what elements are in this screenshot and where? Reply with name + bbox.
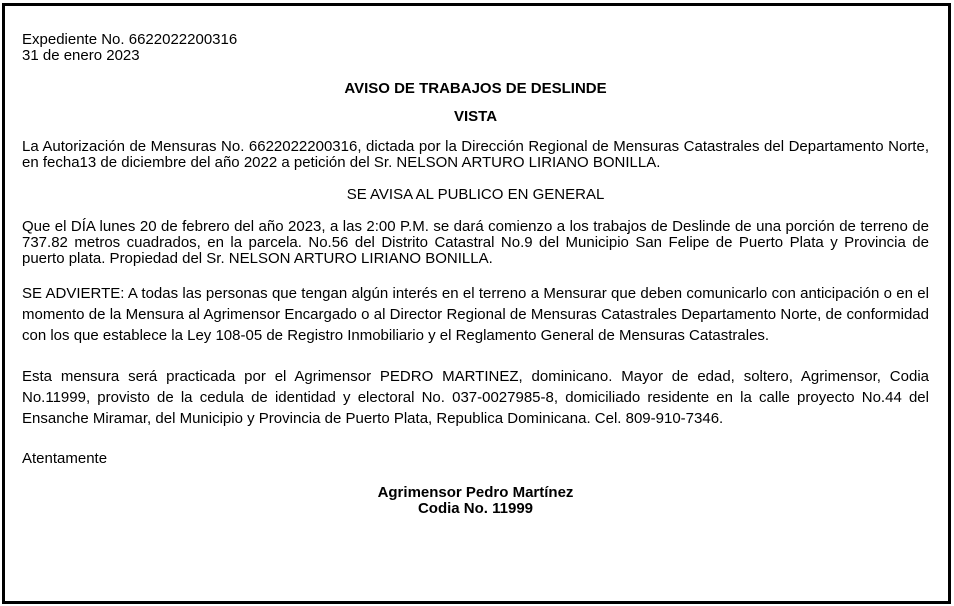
signature-block <box>22 485 929 517</box>
notice-document <box>22 32 929 517</box>
expediente-number: Expediente No. 6622022200316 <box>22 31 238 48</box>
signature-codia: Codia No. 11999 <box>417 500 534 517</box>
notice-frame <box>2 3 951 604</box>
public-notice-heading: SE AVISA AL PUBLICO EN GENERAL <box>346 186 605 203</box>
notice-subtitle: VISTA <box>453 108 498 125</box>
paragraph-agrimensor: Esta mensura será practicada por el Agrimensor PEDRO MARTINEZ, dominicano. Mayor de edad, soltero, Agrimensor, Codia No.11999, provisto de la cedula de identidad y electoral No. 037-0027985-8, domiciliado residente en la calle proyecto No.44 del Ensanche Miramar, del Municipio y Provincia de Puerto Plata, Republica Dominicana. Cel. 809-910-7346. <box>22 368 929 427</box>
paragraph-autorizacion: La Autorización de Mensuras No. 6622022200316, dictada por la Dirección Regional de Mensuras Catastrales del Departamento Norte, en fecha13 de diciembre del año 2022 a petición del Sr. NELSON ARTURO LIRIANO BONILLA. <box>22 138 929 171</box>
paragraph-trabajos: Que el DÍA lunes 20 de febrero del año 2023, a las 2:00 P.M. se dará comienzo a los trabajos de Deslinde de una porción de terreno de 737.82 metros cuadrados, en la parcela. No.56 del Distrito Catastral No.9 del Municipio San Felipe de Puerto Plata y Provincia de puerto plata. Propiedad del Sr. NELSON ARTURO LIRIANO BONILLA. <box>22 218 929 267</box>
notice-date: 31 de enero 2023 <box>22 47 140 64</box>
closing-text: Atentamente <box>22 450 108 467</box>
signature-name: Agrimensor Pedro Martínez <box>377 484 574 501</box>
notice-title: AVISO DE TRABAJOS DE DESLINDE <box>344 80 607 97</box>
header-block <box>22 32 929 64</box>
paragraph-advierte: SE ADVIERTE: A todas las personas que tengan algún interés en el terreno a Mensurar que deben comunicarlo con anticipación o en el momento de la Mensura al Agrimensor Encargado o al Director Regional de Mensuras Catastrales Departamento Norte, de conformidad con los que establece la Ley 108-05 de Registro Inmobiliario y el Reglamento General de Mensuras Catastrales. <box>22 285 929 344</box>
